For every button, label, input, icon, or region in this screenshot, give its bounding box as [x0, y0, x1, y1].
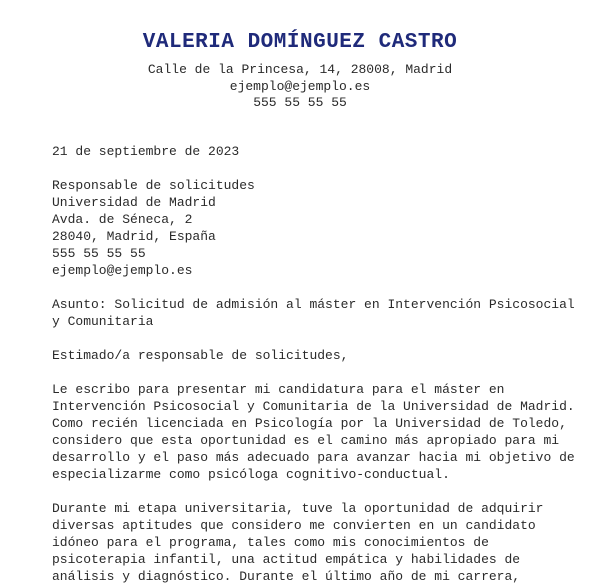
- subject-text: Asunto: Solicitud de admisión al máster en Intervención Psicosocial: [52, 297, 575, 312]
- recipient-line: Avda. de Séneca, 2: [52, 212, 193, 227]
- recipient-line: Responsable de solicitudes: [52, 178, 255, 193]
- applicant-phone: 555 55 55 55: [253, 95, 347, 110]
- paragraph-line: psicoterapia infantil, una actitud empática y habilidades de: [52, 552, 521, 567]
- spacer: [52, 160, 572, 177]
- letter-date: 21 de septiembre de 2023: [52, 144, 240, 159]
- spacer: [52, 330, 572, 347]
- paragraph-line: idóneo para el programa, tales como mis conocimientos de: [52, 535, 489, 550]
- paragraph-line: análisis y diagnóstico. Durante el último año de mi carrera,: [52, 569, 521, 584]
- paragraph-line: Como recién licenciada en Psicología por la Universidad de Toledo,: [52, 416, 567, 431]
- recipient-line: 28040, Madrid, España: [52, 229, 216, 244]
- paragraph-skills: [52, 500, 572, 585]
- subject-line: [52, 296, 575, 330]
- applicant-name: VALERIA DOMÍNGUEZ CASTRO: [142, 31, 458, 54]
- spacer: [52, 483, 572, 500]
- recipient-block: [52, 177, 572, 279]
- applicant-address: Calle de la Princesa, 14, 28008, Madrid: [147, 62, 453, 77]
- paragraph-line: desarrollo y el paso más adecuado para avanzar hacia mi objetivo de: [52, 450, 575, 465]
- paragraph-line: considero que esta oportunidad es el camino más apropiado para mi: [52, 433, 560, 448]
- paragraph-line: especializarme como psicóloga cognitivo-conductual.: [52, 467, 450, 482]
- paragraph-intro: [52, 381, 575, 483]
- spacer: [52, 364, 572, 381]
- paragraph-line: Intervención Psicosocial y Comunitaria de la Universidad de Madrid.: [52, 399, 575, 414]
- letter-body: [52, 143, 575, 585]
- paragraph-line: Durante mi etapa universitaria, tuve la oportunidad de adquirir: [52, 501, 544, 516]
- recipient-line: 555 55 55 55: [52, 246, 146, 261]
- paragraph-line: Le escribo para presentar mi candidatura para el máster en: [52, 382, 505, 397]
- paragraph-line: diversas aptitudes que considero me convierten en un candidato: [52, 518, 536, 533]
- subject-text: y Comunitaria: [52, 314, 154, 329]
- applicant-contact: [0, 62, 600, 112]
- applicant-email: ejemplo@ejemplo.es: [229, 78, 371, 94]
- recipient-line: ejemplo@ejemplo.es: [52, 263, 193, 278]
- recipient-line: Universidad de Madrid: [52, 195, 216, 210]
- spacer: [52, 279, 572, 296]
- greeting: Estimado/a responsable de solicitudes,: [52, 348, 349, 363]
